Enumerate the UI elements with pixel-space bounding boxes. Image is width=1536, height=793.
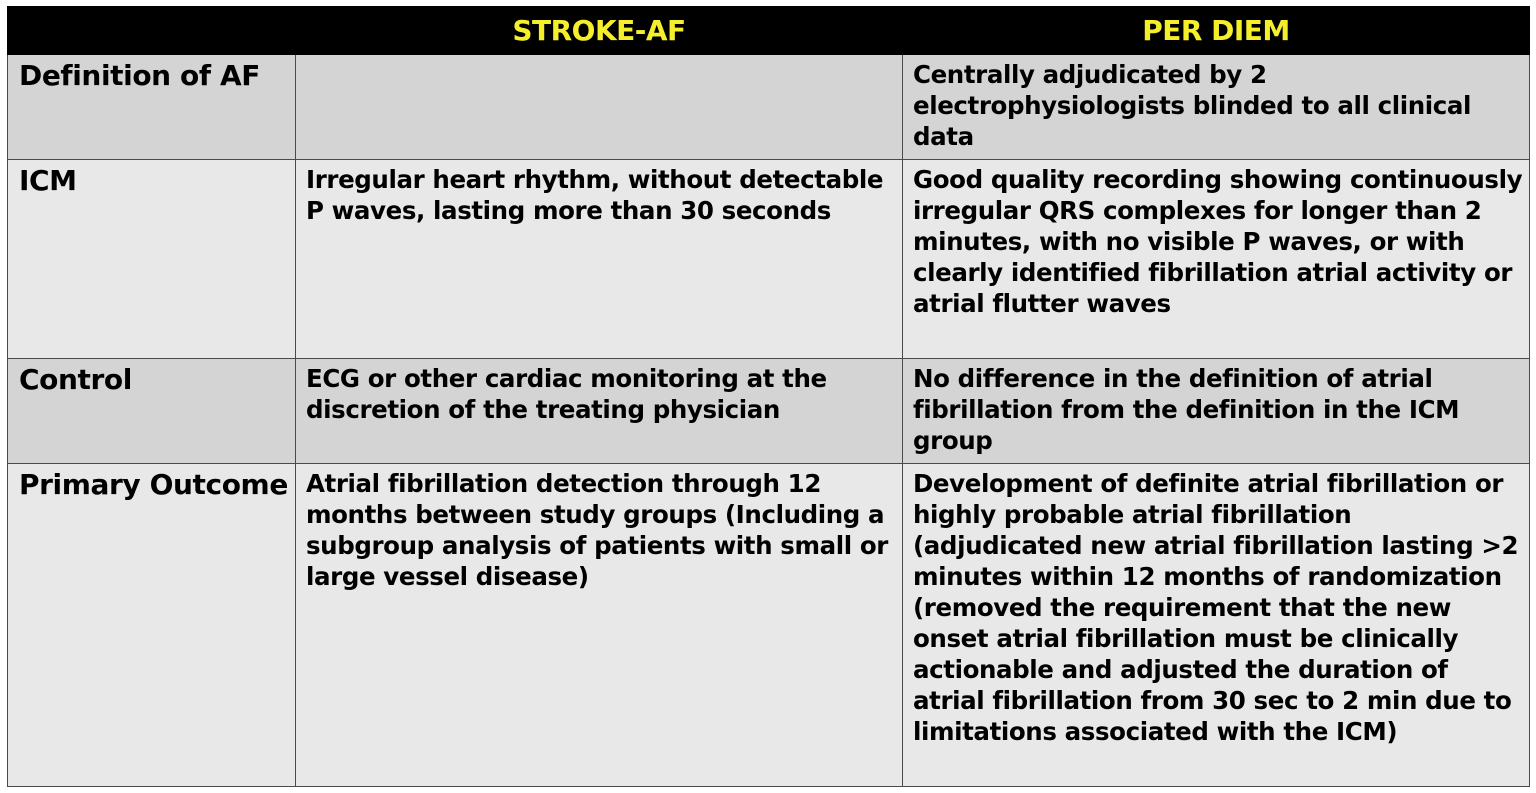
row-label-primary-outcome: Primary Outcome bbox=[8, 464, 296, 787]
cell-per-diem-definition: Centrally adjudicated by 2 electrophysiologists blinded to all clinical data bbox=[903, 55, 1530, 160]
cell-per-diem-control: No difference in the definition of atrial fibrillation from the definition in the ICM group bbox=[903, 359, 1530, 464]
header-stroke-af: STROKE-AF bbox=[296, 7, 903, 55]
table-header-row bbox=[8, 7, 1530, 55]
cell-per-diem-primary-outcome: Development of definite atrial fibrillation or highly probable atrial fibrillation (adjudicated new atrial fibrillation lasting >2 minutes within 12 months of randomization (removed the requirement that the new onset atrial fibrillation must be clinically actionable and adjusted the duration of atrial fibrillation from 30 sec to 2 min due to limitations associated with the ICM) bbox=[903, 464, 1530, 787]
cell-per-diem-icm: Good quality recording showing continuously irregular QRS complexes for longer than 2 minutes, with no visible P waves, or with clearly identified fibrillation atrial activity or atrial flutter waves bbox=[903, 160, 1530, 359]
cell-stroke-af-primary-outcome: Atrial fibrillation detection through 12 months between study groups (Including a subgroup analysis of patients with small or large vessel disease) bbox=[296, 464, 903, 787]
comparison-table-container bbox=[7, 6, 1529, 786]
cell-stroke-af-definition bbox=[296, 55, 903, 160]
table-row-primary-outcome bbox=[8, 464, 1530, 787]
comparison-table bbox=[7, 6, 1530, 787]
header-per-diem: PER DIEM bbox=[903, 7, 1530, 55]
row-label-icm: ICM bbox=[8, 160, 296, 359]
table-row-icm bbox=[8, 160, 1530, 359]
table-row-control bbox=[8, 359, 1530, 464]
header-corner-cell bbox=[8, 7, 296, 55]
table-row-definition-of-af bbox=[8, 55, 1530, 160]
cell-stroke-af-control: ECG or other cardiac monitoring at the discretion of the treating physician bbox=[296, 359, 903, 464]
row-label-control: Control bbox=[8, 359, 296, 464]
cell-stroke-af-icm: Irregular heart rhythm, without detectable P waves, lasting more than 30 seconds bbox=[296, 160, 903, 359]
row-label-definition-of-af: Definition of AF bbox=[8, 55, 296, 160]
